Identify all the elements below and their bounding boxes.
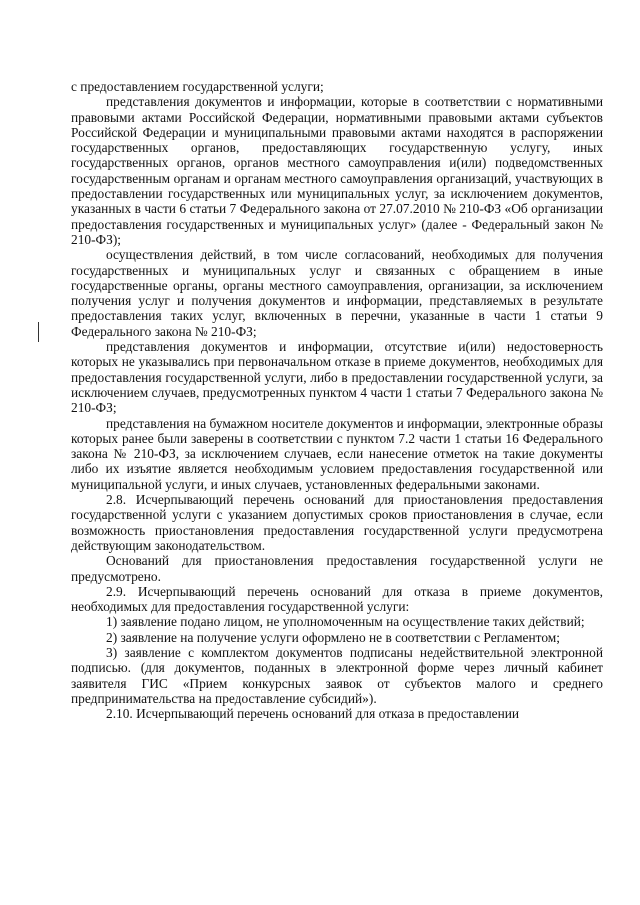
- list-item-3: 3) заявление с комплектом документов подписаны недействительной электронной подписью. (для документов, поданных в электронной форме через личный кабинет заявителя ГИС «Прием конкурсных заявок от субъектов малого и среднего предпринимательства на предоставление субсидий»).: [71, 644, 603, 706]
- document-body: [71, 79, 603, 721]
- paragraph-no-suspension: Оснований для приостановления предоставления государственной услуги не предусмотрено.: [71, 553, 603, 584]
- paragraph-2-10: 2.10. Исчерпывающий перечень оснований для отказа в предоставлении: [106, 706, 520, 722]
- margin-mark: [38, 322, 39, 342]
- paragraph-continuation: с предоставлением государственной услуги;: [71, 79, 324, 94]
- paragraph-paper-documents: представления на бумажном носителе документов и информации, электронные образы которых ранее были заверены в соответствии с пунктом 7.2 части 1 статьи 16 Федерального закона № 210-ФЗ, за исключением случаев, если нанесение отметок на такие документы либо их изъятие является необходимым условием предоставления государственной или муниципальной услуги, и иных случаев, установленных федеральными законами.: [71, 415, 603, 492]
- paragraph-missing-documents: представления документов и информации, отсутствие и(или) недостоверность которых не указывались при первоначальном отказе в приеме документов, необходимых для предоставления государственной услуги, либо в предоставлении государственной услуги, за исключением случаев, предусмотренных пунктом 4 части 1 статьи 7 Федерального закона № 210-ФЗ;: [71, 339, 603, 416]
- paragraph-documents-information: представления документов и информации, которые в соответствии с нормативными правовыми актами Российской Федерации, нормативными правовыми актами субъектов Российской Федерации и муниципальными правовыми актами находятся в распоряжении государственных органов, предоставляющих государственную услугу, иных государственных органов, органов местного самоуправления и(или) подведомственных государственным органам и органам местного самоуправления организаций, участвующих в предоставлении государственных или муниципальных услуг, за исключением документов, указанных в части 6 статьи 7 Федерального закона от 27.07.2010 № 210-ФЗ «Об организации предоставления государственных и муниципальных услуг» (далее - Федеральный закон № 210-ФЗ);: [71, 94, 603, 247]
- paragraph-2-8: 2.8. Исчерпывающий перечень оснований для приостановления предоставления государственной услуги с указанием допустимых сроков приостановления в случае, если возможность приостановления предоставления государственной услуги предусмотрена действующим законодательством.: [71, 492, 603, 553]
- list-item-2: 2) заявление на получение услуги оформлено не в соответствии с Регламентом;: [106, 629, 560, 645]
- list-item-1: 1) заявление подано лицом, не уполномоченным на осуществление таких действий;: [106, 614, 585, 630]
- paragraph-2-9: 2.9. Исчерпывающий перечень оснований для отказа в приеме документов, необходимых для предоставления государственной услуги:: [71, 583, 603, 615]
- paragraph-actions-approvals: осуществления действий, в том числе согласований, необходимых для получения государственных и муниципальных услуг и связанных с обращением в иные государственные органы, органы местного самоуправления, организации, за исключением получения услуг и получения документов и информации, представляемых в результате предоставления таких услуг, включенных в перечни, указанные в части 1 статьи 9 Федерального закона № 210-ФЗ;: [71, 247, 603, 339]
